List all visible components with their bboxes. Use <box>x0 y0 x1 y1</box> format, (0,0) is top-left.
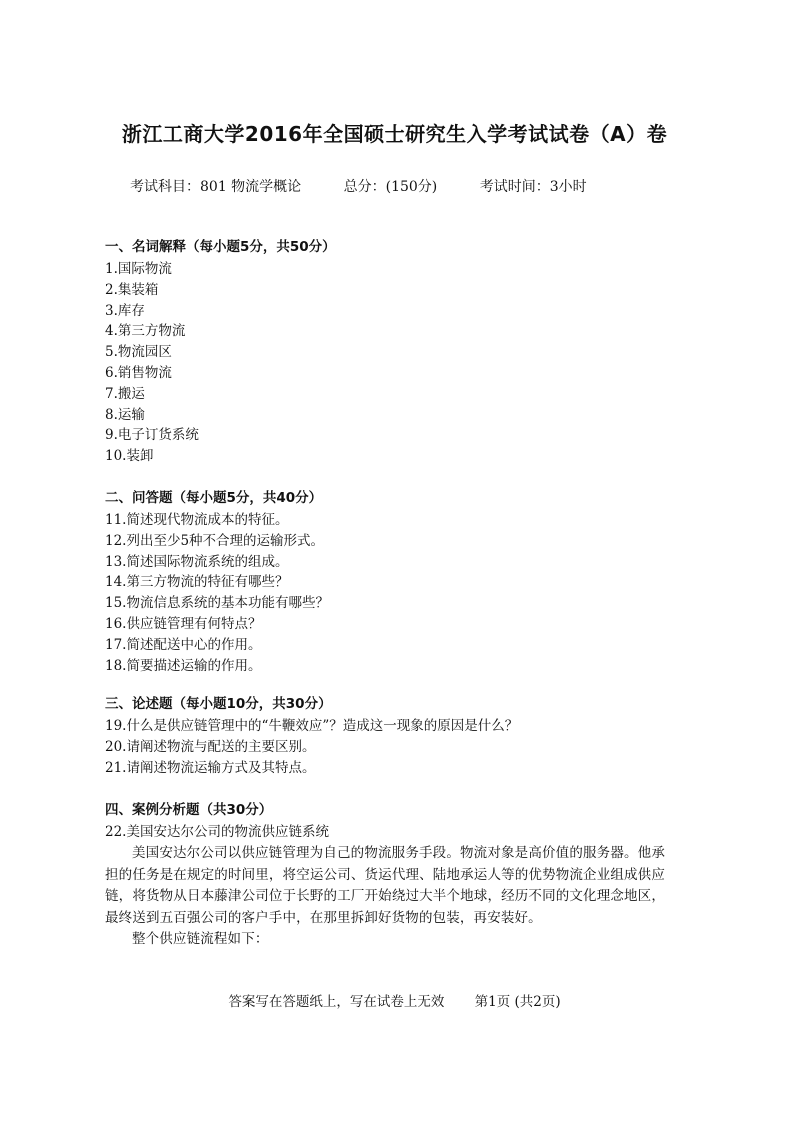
question-list <box>105 716 685 778</box>
section-case-study <box>105 800 685 951</box>
question-item: 5.物流园区 <box>105 344 172 361</box>
page-footer <box>0 990 789 1010</box>
question-item: 14.第三方物流的特征有哪些？ <box>105 574 289 591</box>
question-list <box>105 510 685 676</box>
question-item: 16.供应链管理有何特点？ <box>105 615 262 632</box>
section-heading: 一、名词解释（每小题5分，共50分） <box>105 239 336 255</box>
exam-time: 考试时间：3小时 <box>479 179 587 195</box>
question-item: 18.简要描述运输的作用。 <box>105 657 262 674</box>
question-item: 19.什么是供应链管理中的“牛鞭效应”？造成这一现象的原因是什么？ <box>105 718 519 734</box>
question-item: 10.装卸 <box>105 448 154 465</box>
section-term-definitions <box>105 237 685 467</box>
question-item: 9.电子订货系统 <box>105 427 199 444</box>
section-heading: 三、论述题（每小题10分，共30分） <box>105 696 332 712</box>
question-item: 15.物流信息系统的基本功能有哪些？ <box>105 595 329 612</box>
question-item: 4.第三方物流 <box>105 323 186 340</box>
question-item: 8.运输 <box>105 406 145 423</box>
question-list <box>105 259 685 467</box>
question-item: 2.集装箱 <box>105 281 159 298</box>
exam-info <box>130 176 587 196</box>
page-number: 第1页 (共2页) <box>474 994 561 1010</box>
case-title: 22.美国安达尔公司的物流供应链系统 <box>105 824 329 840</box>
question-item: 12.列出至少5种不合理的运输形式。 <box>105 532 325 549</box>
case-paragraph: 整个供应链流程如下： <box>132 931 269 947</box>
exam-title: 浙江工商大学2016年全国硕士研究生入学考试试卷（A）卷 <box>121 122 668 146</box>
question-item: 21.请阐述物流运输方式及其特点。 <box>105 759 316 776</box>
exam-total-score: 总分：(150分) <box>343 179 438 195</box>
question-item: 11.简述现代物流成本的特征。 <box>105 512 289 528</box>
section-short-answer <box>105 488 685 676</box>
exam-subject: 考试科目：801 物流学概论 <box>130 179 302 195</box>
question-item: 1.国际物流 <box>105 261 172 277</box>
question-item: 17.简述配送中心的作用。 <box>105 636 262 653</box>
answer-note: 答案写在答题纸上，写在试卷上无效 <box>228 994 445 1010</box>
section-heading: 四、案例分析题（共30分） <box>105 802 273 818</box>
case-paragraph: 美国安达尔公司以供应链管理为自己的物流服务手段。物流对象是高价值的服务器。他承担的任务是在规定的时间里，将空运公司、货运代理、陆地承运人等的优势物流企业组成供应链，将货物从日本藤津公司位于长野的工厂开始绕过大半个地球，经历不同的文化理念地区，最终送到五百强公司的客户手中，在那里拆卸好货物的包装，再安装好。 <box>105 845 665 926</box>
question-item: 13.简述国际物流系统的组成。 <box>105 553 289 570</box>
question-item: 3.库存 <box>105 302 145 319</box>
section-essay <box>105 694 685 778</box>
section-heading: 二、问答题（每小题5分，共40分） <box>105 490 323 506</box>
question-item: 6.销售物流 <box>105 364 172 381</box>
question-item: 20.请阐述物流与配送的主要区别。 <box>105 738 316 755</box>
question-item: 7.搬运 <box>105 385 145 402</box>
